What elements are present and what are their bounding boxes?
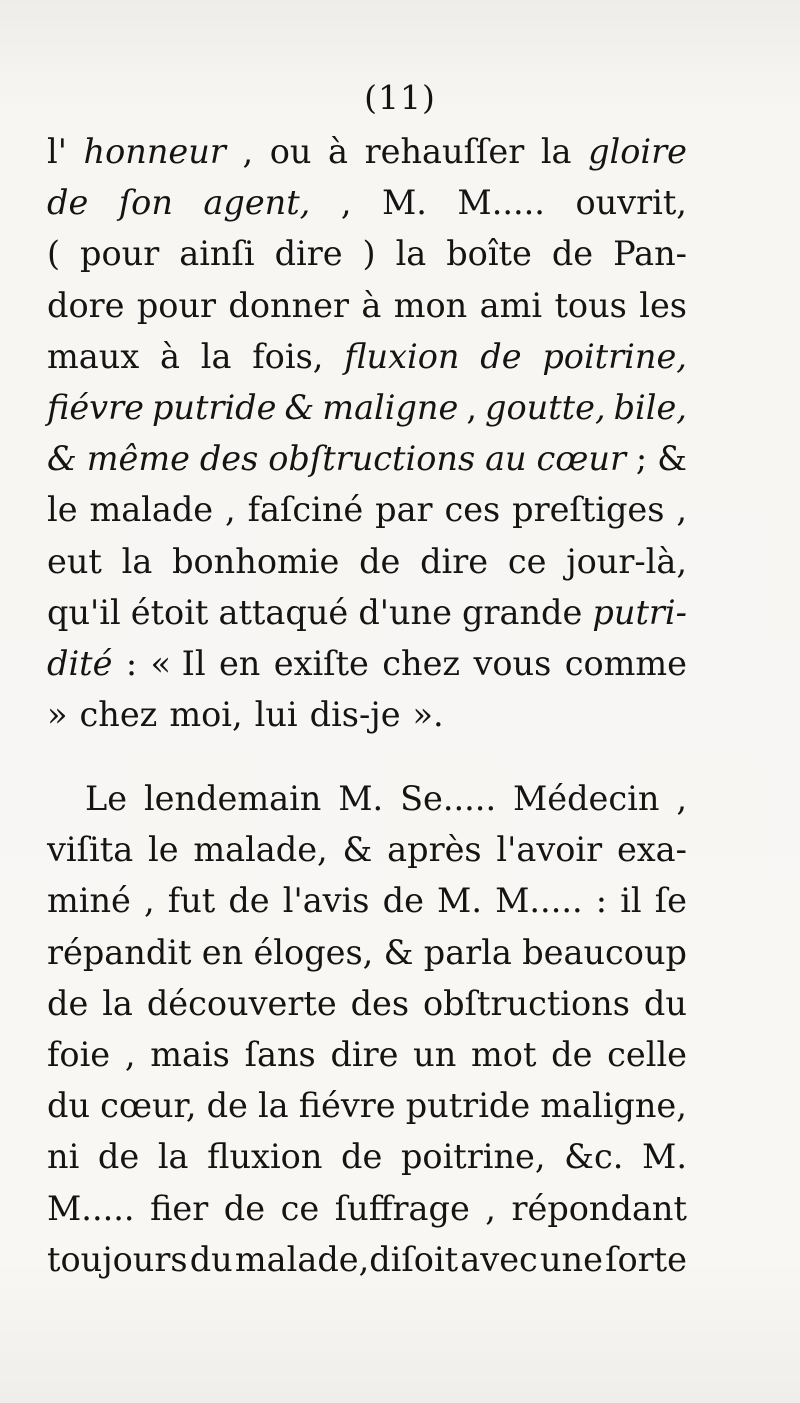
word: de <box>341 1137 383 1177</box>
word: ( <box>47 234 61 274</box>
word: , <box>466 387 477 427</box>
word: fois, <box>252 336 324 376</box>
word: malade <box>89 490 214 530</box>
text-line <box>47 382 687 433</box>
word: de <box>97 1137 140 1177</box>
text-line <box>47 927 687 978</box>
word: celle <box>607 1034 687 1074</box>
page-number: (11) <box>364 78 436 117</box>
word: du <box>47 1086 91 1126</box>
word: de <box>223 1188 266 1228</box>
word: bonhomie <box>172 541 340 581</box>
word: malade, <box>193 830 328 870</box>
word: mot <box>471 1034 537 1074</box>
word: M..... <box>47 1188 135 1228</box>
word: avec <box>460 1239 538 1279</box>
word: « Il <box>150 643 206 683</box>
word: pour <box>80 234 160 274</box>
word: des <box>350 983 410 1023</box>
word: l'avis <box>282 881 370 921</box>
word: M. <box>437 881 482 921</box>
text-line <box>47 433 687 484</box>
text-line <box>47 824 687 875</box>
word: la <box>102 983 133 1023</box>
word: putride <box>151 387 277 427</box>
word: de <box>480 336 522 376</box>
word: ) <box>362 234 376 274</box>
text-line <box>47 177 687 228</box>
word: dis-je <box>309 695 401 735</box>
word: , <box>124 1034 136 1074</box>
paragraph-1 <box>47 126 687 740</box>
word: mais <box>150 1034 230 1074</box>
word: ainſi <box>179 234 255 274</box>
word: la <box>121 541 153 581</box>
word: il <box>620 881 642 921</box>
word: foie <box>47 1034 111 1074</box>
word: honneur <box>83 132 226 171</box>
word: une <box>539 1239 603 1279</box>
word: de <box>206 1086 248 1126</box>
word: & <box>284 387 315 427</box>
word: découverte <box>146 983 337 1023</box>
word: M. <box>381 183 427 223</box>
word: chez <box>382 643 461 683</box>
word: &c. <box>564 1137 624 1177</box>
word: fluxion <box>344 336 460 376</box>
word: étoit <box>130 592 209 632</box>
word: parla <box>423 932 512 972</box>
text-line <box>47 1080 687 1131</box>
text-line <box>47 280 687 331</box>
word: dité <box>47 643 113 683</box>
word: dire <box>274 234 343 274</box>
word: l'avoir <box>496 830 603 870</box>
word: à <box>361 285 382 325</box>
word: de <box>382 881 424 921</box>
word: grande <box>462 592 583 632</box>
word: mon <box>393 285 468 325</box>
text-line <box>47 1029 687 1080</box>
word: cœur, <box>100 1086 197 1126</box>
word: la <box>257 1086 289 1126</box>
word: de <box>47 983 89 1023</box>
word: fiévre <box>298 1086 396 1126</box>
word: exiſte <box>273 643 369 683</box>
word: gloire <box>588 132 687 171</box>
word: à <box>328 132 349 171</box>
word: putri- <box>592 592 687 632</box>
word: putride <box>405 1086 531 1126</box>
word: lui <box>254 695 298 735</box>
word: pour <box>136 285 217 325</box>
text-line <box>47 1131 687 1182</box>
word: : <box>595 881 608 921</box>
word: ou <box>269 132 312 171</box>
text-line <box>47 638 687 689</box>
word: donner <box>228 285 350 325</box>
word: bile, <box>613 387 687 427</box>
word: » <box>47 695 68 735</box>
word: à <box>160 336 180 376</box>
text-line <box>47 978 687 1029</box>
word: maux <box>47 336 140 376</box>
word: ni <box>47 1137 80 1177</box>
word: ſon <box>118 183 173 223</box>
word: toujours <box>47 1239 188 1279</box>
text-line <box>47 875 687 926</box>
text-line <box>47 484 687 535</box>
word: ouvrit, <box>575 183 687 223</box>
word: : <box>125 643 138 683</box>
text-line <box>47 587 687 638</box>
word: des <box>199 439 259 479</box>
word: poitrine, <box>400 1137 546 1177</box>
word: l' <box>47 132 67 171</box>
word: boîte <box>446 234 532 274</box>
word: faſciné <box>247 490 364 530</box>
word: les <box>639 285 687 325</box>
word: ce <box>507 541 547 581</box>
word: obſtructions <box>423 983 630 1023</box>
word: & <box>383 932 414 972</box>
word: en <box>201 932 244 972</box>
word: , <box>485 1188 496 1228</box>
word: maligne <box>322 387 459 427</box>
word: tous <box>554 285 627 325</box>
word: au <box>485 439 527 479</box>
word: miné <box>47 881 131 921</box>
word: obſtructions <box>268 439 476 479</box>
word: & <box>657 439 687 479</box>
word: dire <box>330 1034 399 1074</box>
word: , <box>340 183 352 223</box>
word: du <box>189 1239 233 1279</box>
word: de <box>228 881 270 921</box>
word: même <box>86 439 190 479</box>
word: M. <box>642 1137 687 1177</box>
word: de <box>551 1034 593 1074</box>
word: jour-là, <box>566 541 687 581</box>
word: la <box>395 234 427 274</box>
word: comme <box>564 643 687 683</box>
word: fier <box>150 1188 209 1228</box>
word: qu'il <box>47 592 121 632</box>
word: ſans <box>244 1034 316 1074</box>
word: M..... <box>457 183 545 223</box>
word: le <box>47 490 78 530</box>
word: poitrine, <box>542 336 687 376</box>
word: par <box>375 490 433 530</box>
paragraph-2 <box>47 773 687 1285</box>
word: cœur <box>536 439 627 479</box>
word: Le <box>85 779 128 818</box>
word: M..... <box>495 881 583 921</box>
text-line <box>47 1234 687 1285</box>
word: M. <box>338 779 384 818</box>
word: ces <box>444 490 501 530</box>
word: de <box>359 541 401 581</box>
word: ſorte <box>605 1239 687 1279</box>
text-line <box>47 331 687 382</box>
text-line <box>47 1183 687 1234</box>
word: dire <box>420 541 489 581</box>
word: & <box>47 439 77 479</box>
word: goutte, <box>485 387 606 427</box>
word: éloges, <box>253 932 374 972</box>
word: de <box>47 183 89 223</box>
word: en <box>218 643 261 683</box>
word: la <box>157 1137 189 1177</box>
word: preſtiges <box>512 490 665 530</box>
word: Se..... <box>400 779 497 818</box>
word: exa- <box>616 830 687 870</box>
word: fluxion <box>207 1137 323 1177</box>
word: , <box>242 132 254 171</box>
word: , <box>144 881 155 921</box>
word: répandit <box>47 932 192 972</box>
text-line <box>47 536 687 587</box>
word: eut <box>47 541 102 581</box>
word: ſe <box>654 881 687 921</box>
word: ce <box>280 1188 320 1228</box>
text-line <box>47 126 687 177</box>
word: du <box>643 983 687 1023</box>
word: ; <box>635 439 648 479</box>
text-line <box>47 773 687 824</box>
word: un <box>413 1034 457 1074</box>
word: répondant <box>511 1188 687 1228</box>
word: chez <box>79 695 158 735</box>
word: fut <box>167 881 216 921</box>
word: rehauſſer <box>364 132 525 171</box>
word: vous <box>473 643 552 683</box>
word: moi, <box>169 695 243 735</box>
word: malade,diſoit <box>234 1239 459 1279</box>
word: le <box>148 830 179 870</box>
word: dore <box>47 285 125 325</box>
word: maligne, <box>540 1086 687 1126</box>
word: agent, <box>203 183 311 223</box>
text-line <box>47 228 687 279</box>
word: Pan- <box>613 234 687 274</box>
word: ami <box>479 285 543 325</box>
word: ». <box>412 695 444 735</box>
word: Médecin <box>512 779 660 818</box>
word: attaqué <box>218 592 349 632</box>
word: après <box>387 830 482 870</box>
word: beaucoup <box>522 932 687 972</box>
word: la <box>200 336 232 376</box>
word: la <box>540 132 572 171</box>
word: de <box>551 234 594 274</box>
word: , <box>676 779 687 818</box>
word: fiévre <box>47 387 144 427</box>
word: , <box>225 490 236 530</box>
word: , <box>676 490 687 530</box>
word: lendemain <box>143 779 322 818</box>
word: & <box>342 830 373 870</box>
text-line <box>47 689 687 740</box>
word: ſuffrage <box>334 1188 470 1228</box>
word: d'une <box>358 592 452 632</box>
word: viſita <box>47 830 134 870</box>
